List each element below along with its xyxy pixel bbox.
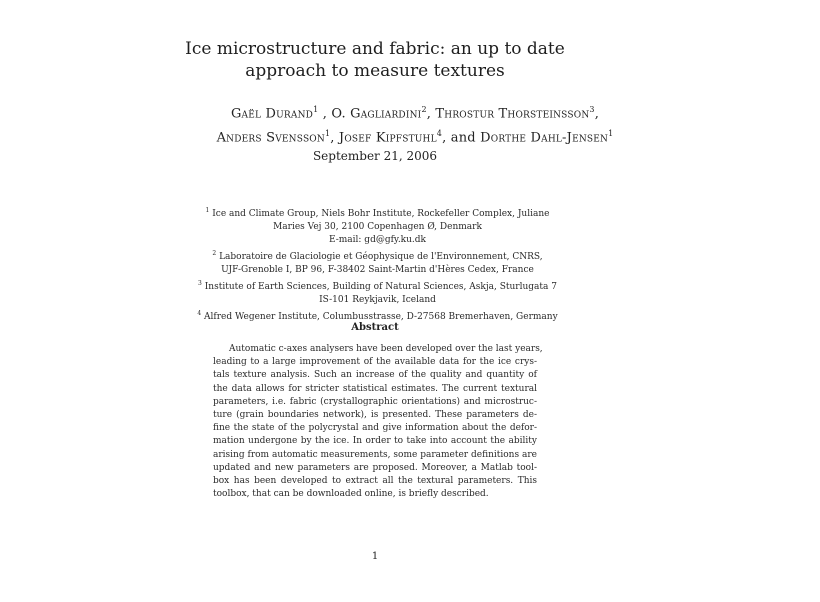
affiliation-line: [0, 277, 755, 294]
author-affil-mark: 3: [589, 105, 595, 114]
affiliation-text: E-mail: gd@gfy.ku.dk: [328, 235, 427, 245]
authors-line-2: [0, 124, 820, 148]
author-name: Gaël Durand: [230, 106, 314, 122]
author-and: , and: [442, 130, 476, 146]
affiliation-line: [0, 294, 755, 307]
abstract-line: ture (grain boundaries network), is presented. These parameters de-: [213, 410, 537, 421]
affiliation-text: Maries Vej 30, 2100 Copenhagen Ø, Denmark: [273, 222, 482, 232]
abstract-line: fine the state of the polycrystal and give information about the defor-: [213, 423, 537, 434]
affiliation-mark: 2: [212, 250, 217, 257]
abstract-heading: Abstract: [351, 322, 399, 333]
author-affil-mark: 1: [608, 129, 614, 139]
author-affil-mark: 1: [313, 105, 319, 114]
page-number: 1: [371, 551, 379, 562]
title-line-2: approach to measure textures: [245, 61, 505, 81]
affiliation-line: [0, 221, 755, 234]
authors-block: [0, 100, 820, 149]
abstract-line: box has been developed to extract all the textural parameters. This: [213, 476, 537, 487]
abstract-line: the data allows for stricter statistical estimates. The current textural: [213, 383, 537, 394]
author-name: , Josef Kipfstuhl: [330, 130, 437, 146]
abstract-line: updated and new parameters are proposed. Moreover, a Matlab tool-: [213, 462, 537, 473]
affiliation-line: [0, 234, 755, 247]
affiliation-text: Ice and Climate Group, Niels Bohr Institute, Rockefeller Complex, Juliane: [212, 209, 550, 219]
affiliation-line: [0, 247, 755, 264]
author-name: , O. Gagliardini: [322, 106, 422, 122]
title-line-1: Ice microstructure and fabric: an up to date: [185, 39, 565, 59]
affiliation-line: [0, 264, 755, 277]
author-affil-mark: 2: [421, 105, 427, 114]
abstract-line: leading to a large improvement of the available data for the ice crys-: [213, 357, 537, 368]
affiliation-mark: 1: [205, 207, 210, 214]
author-name: Anders Svensson: [216, 130, 325, 146]
authors-line-1: [0, 100, 820, 124]
author-name: Dorthe Dahl-Jensen: [480, 130, 609, 146]
abstract-line: parameters, i.e. fabric (crystallographic orientations) and microstruc-: [213, 396, 537, 407]
affiliation-mark: 4: [197, 310, 202, 317]
abstract-line: mation undergone by the ice. In order to take into account the ability: [213, 436, 537, 447]
abstract-line: arising from automatic measurements, some parameter definitions are: [213, 449, 537, 460]
abstract-body: [213, 343, 543, 501]
affiliation-text: Laboratoire de Glaciologie et Géophysique de l'Environnement, CNRS,: [219, 252, 543, 262]
affiliation-text: UJF-Grenoble I, BP 96, F-38402 Saint-Martin d'Hères Cedex, France: [221, 265, 534, 275]
affiliation-text: Alfred Wegener Institute, Columbusstrasse, D-27568 Bremerhaven, Germany: [204, 312, 558, 322]
author-name: , Throstur Thorsteinsson: [426, 106, 590, 122]
affiliation-mark: 3: [198, 280, 202, 287]
abstract-line: toolbox, that can be downloaded online, is briefly described.: [213, 489, 489, 500]
affiliation-text: Institute of Earth Sciences, Building of Natural Sciences, Askja, Sturlugata 7: [204, 282, 557, 292]
abstract-line: tals texture analysis. Such an increase of the quality and quantity of: [213, 370, 537, 381]
author-separator: ,: [594, 106, 600, 122]
author-affil-mark: 4: [436, 129, 443, 139]
affiliation-line: [0, 204, 755, 221]
paper-date: September 21, 2006: [312, 149, 438, 163]
affiliations: [0, 204, 755, 324]
affiliation-text: IS-101 Reykjavik, Iceland: [319, 295, 436, 305]
author-affil-mark: 1: [324, 129, 331, 139]
paper-title: [0, 38, 750, 82]
abstract-line: Automatic c-axes analysers have been developed over the last years,: [229, 344, 543, 354]
